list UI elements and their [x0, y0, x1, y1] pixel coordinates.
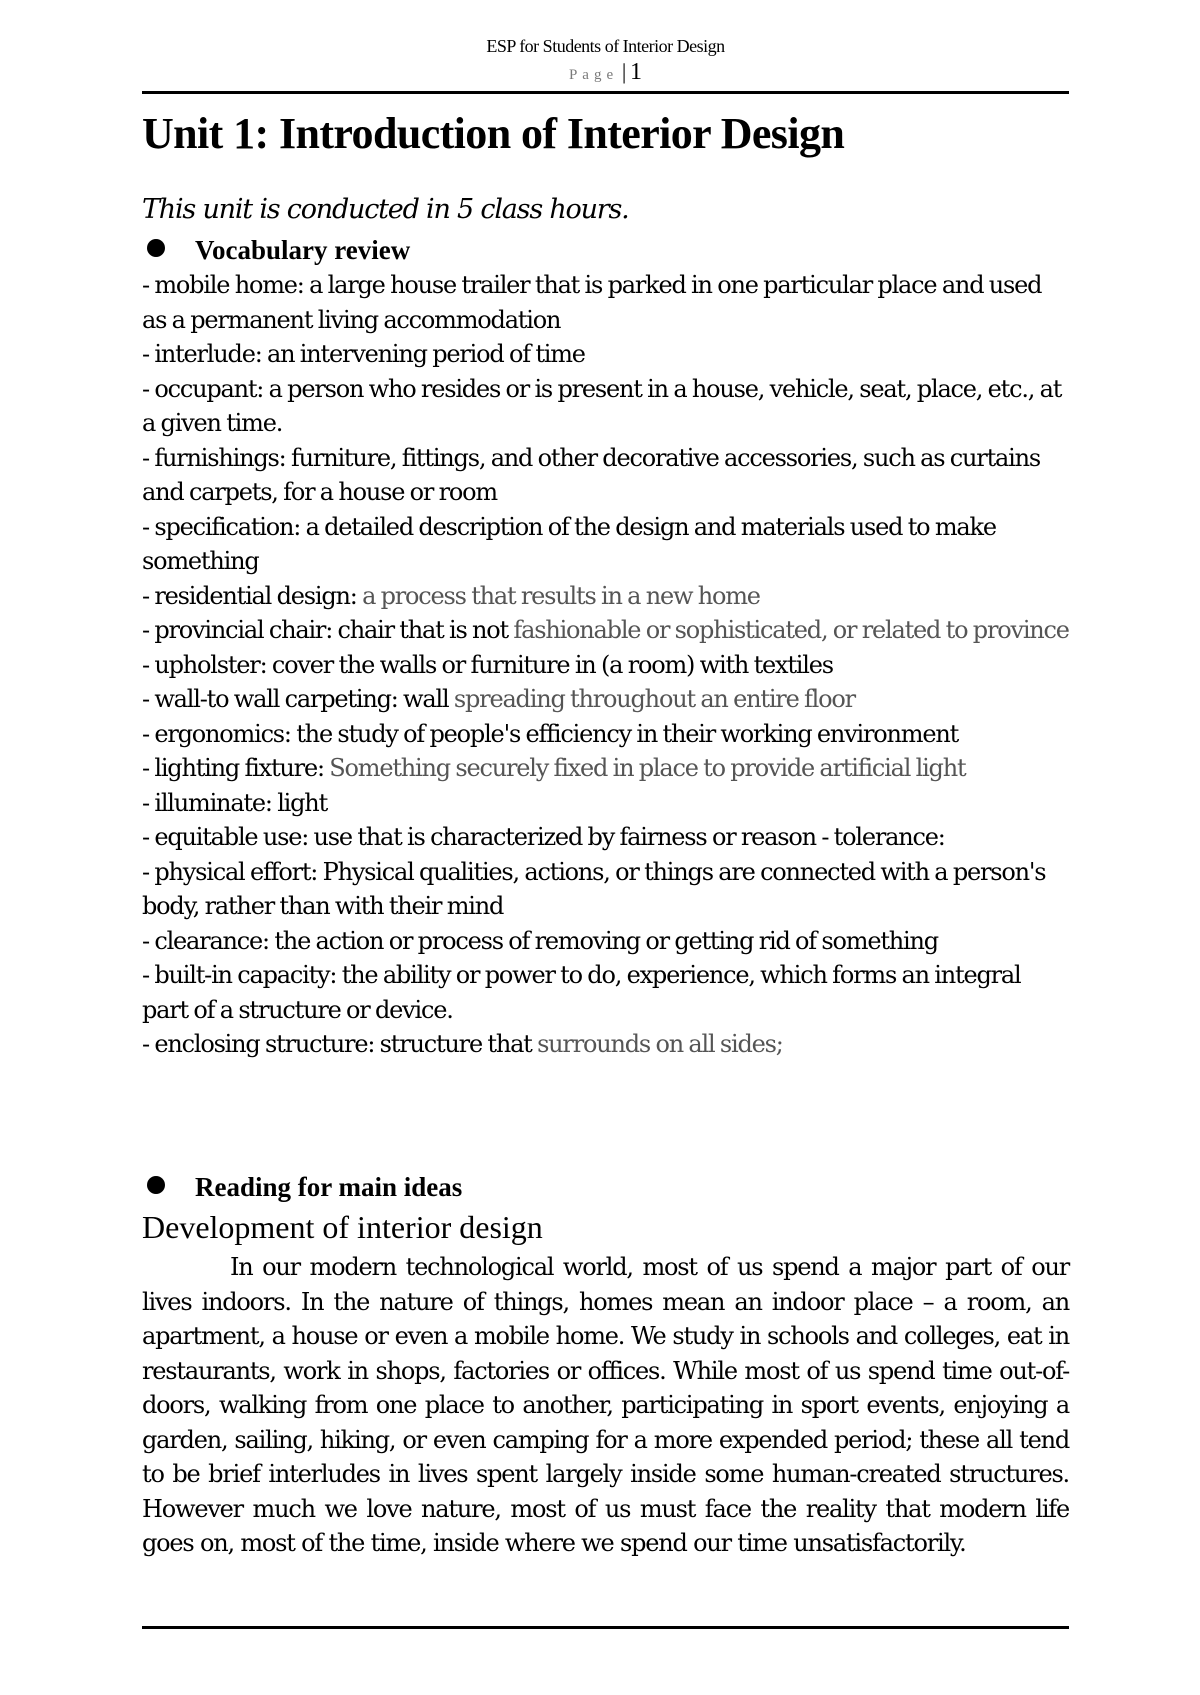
vocab-entry: [142, 579, 1069, 614]
article-title: Development of interior design: [142, 1209, 543, 1245]
vocab-entry: [142, 924, 1069, 959]
vocabulary-heading-label: Vocabulary review: [195, 235, 411, 265]
vocab-entry: [142, 855, 1069, 924]
page-number-line: [142, 58, 1069, 89]
vocab-term: - specification:: [142, 512, 301, 541]
vocab-entry: [142, 268, 1069, 337]
vocab-term: - occupant:: [142, 374, 264, 403]
vocab-entry: [142, 717, 1069, 752]
vocab-entry: [142, 613, 1069, 648]
header-title: ESP for Students of Interior Design: [486, 36, 725, 56]
vocab-entry: [142, 682, 1069, 717]
vocab-entry: [142, 337, 1069, 372]
vocab-definition: cover the walls or furniture in (a room) with textiles: [266, 650, 833, 679]
vocab-definition-gray: a process that results in a new home: [356, 581, 760, 610]
vocab-term: - provincial chair:: [142, 616, 333, 644]
page-header: [142, 34, 1069, 89]
vocab-definition-gray: spreading throughout an entire floor: [453, 685, 855, 713]
vocab-entry: [142, 372, 1069, 441]
vocab-definition: use that is characterized by fairness or reason - tolerance:: [308, 823, 945, 851]
vocab-definition: light: [271, 788, 328, 817]
vocab-term: - residential design:: [142, 581, 357, 610]
footer-rule: [142, 1626, 1069, 1629]
vocab-entry: [142, 510, 1069, 579]
header-rule: [142, 91, 1069, 94]
vocab-entry: [142, 751, 1069, 786]
vocab-term: - interlude:: [142, 340, 262, 368]
page-label: Page: [568, 67, 619, 83]
vocab-definition: a large house trailer that is parked in one particular place and used as a permanent living accommodation: [142, 271, 1042, 334]
vocabulary-list: [142, 268, 1069, 1062]
vocab-definition: furniture, fittings, and other decorative accessories, such as curtains and carpets, for a house or room: [142, 443, 1040, 506]
vocab-entry: [142, 1027, 1069, 1062]
bullet-icon: [147, 239, 165, 257]
unit-title: Unit 1: Introduction of Interior Design: [142, 109, 845, 158]
vocab-definition: a person who resides or is present in a house, vehicle, seat, place, etc., at a given time.: [142, 374, 1062, 437]
vocab-entry: [142, 958, 1069, 1027]
bullet-icon: [147, 1176, 165, 1194]
vocab-definition-gray: surrounds on all sides;: [537, 1030, 783, 1058]
vocab-term: - ergonomics:: [142, 719, 291, 748]
vocab-term: - clearance:: [142, 926, 269, 955]
vocab-term: - mobile home:: [142, 271, 304, 299]
vocab-entry: [142, 786, 1069, 821]
vocab-definition: the study of people's efficiency in their working environment: [290, 719, 959, 748]
vocab-term: - upholster:: [142, 650, 267, 679]
vocab-definition: a detailed description of the design and materials used to make something: [142, 512, 996, 575]
vocab-term: - lighting fixture:: [142, 754, 324, 782]
vocab-term: - physical effort:: [142, 857, 318, 886]
vocab-term: - furnishings:: [142, 443, 286, 472]
vocab-definition: structure that: [374, 1030, 538, 1058]
vocab-term: - enclosing structure:: [142, 1030, 375, 1058]
document-page: [142, 0, 1069, 1695]
page-number: 1: [630, 59, 643, 85]
vocab-entry: [142, 441, 1069, 510]
reading-heading-label: Reading for main ideas: [195, 1172, 463, 1202]
vocab-definition-gray: Something securely fixed in place to provide artificial light: [323, 754, 966, 782]
vocab-entry: [142, 648, 1069, 683]
vocab-term: - illuminate:: [142, 788, 272, 817]
unit-intro: This unit is conducted in 5 class hours.: [142, 194, 629, 225]
vocab-term: - equitable use:: [142, 823, 309, 851]
vocab-term: - wall-to wall carpeting:: [142, 685, 398, 713]
vocab-entry: [142, 820, 1069, 855]
vocab-definition: Physical qualities, actions, or things are connected with a person's body, rather than with their mind: [142, 857, 1046, 920]
vocab-definition: the ability or power to do, experience, which forms an integral part of a structure or device.: [142, 961, 1021, 1024]
vocab-definition: wall: [397, 685, 454, 713]
vocab-definition-gray: fashionable or sophisticated, or related to province: [513, 616, 1069, 644]
vocab-term: - built-in capacity:: [142, 961, 337, 989]
vocab-definition: the action or process of removing or getting rid of something: [268, 926, 938, 955]
reading-heading: [142, 1170, 462, 1204]
vocab-definition: an intervening period of time: [261, 340, 585, 368]
page-separator: |: [621, 59, 627, 84]
vocab-definition: chair that is not: [332, 616, 514, 644]
article-paragraph: In our modern technological world, most of us spend a major part of our lives indoors. In the nature of things, homes mean an indoor place – a room, an apartment, a house or even a mobile home. We study in schools and colleges, eat in restaurants, work in shops, factories or offices. While most of us spend time out-of-doors, walking from one place to another, participating in sport events, enjoying a garden, sailing, hiking, or even camping for a more expended period; these all tend to be brief interludes in lives spent largely inside some human-created structures. However much we love nature, most of us must face the reality that modern life goes on, most of the time, inside where we spend our time unsatisfactorily.: [142, 1253, 1069, 1557]
vocabulary-heading: [142, 233, 410, 267]
